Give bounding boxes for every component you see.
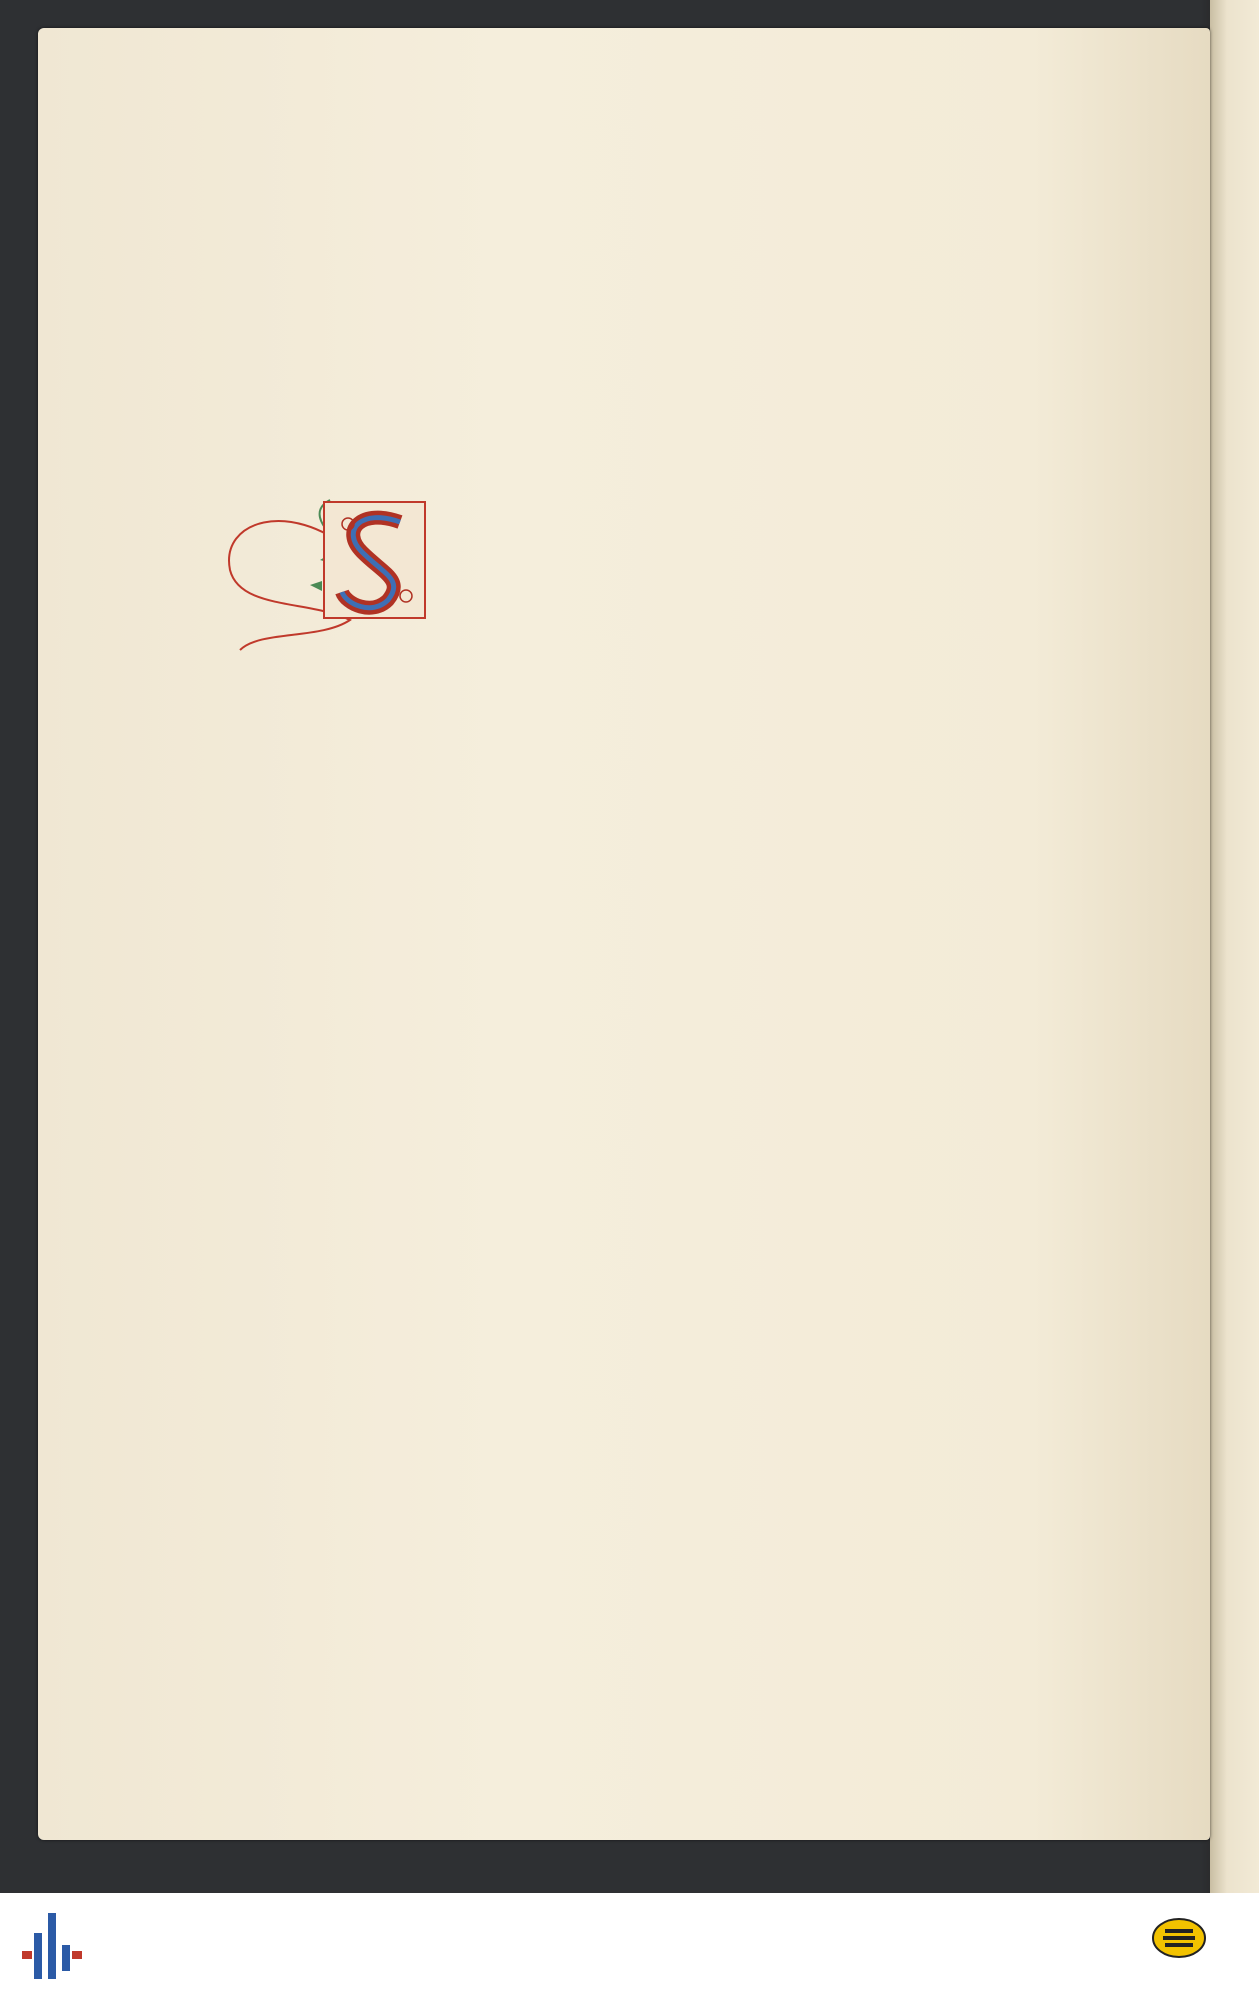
facing-page-edge (1210, 0, 1259, 1893)
text-column-left (343, 210, 681, 214)
decorated-initial-s-icon (322, 500, 427, 620)
manuscript-page (38, 28, 1210, 1840)
baden-wuerttemberg-crest-icon (1151, 1917, 1207, 1959)
library-logo-icon (22, 1911, 82, 1981)
footer-bar (0, 1893, 1259, 1989)
